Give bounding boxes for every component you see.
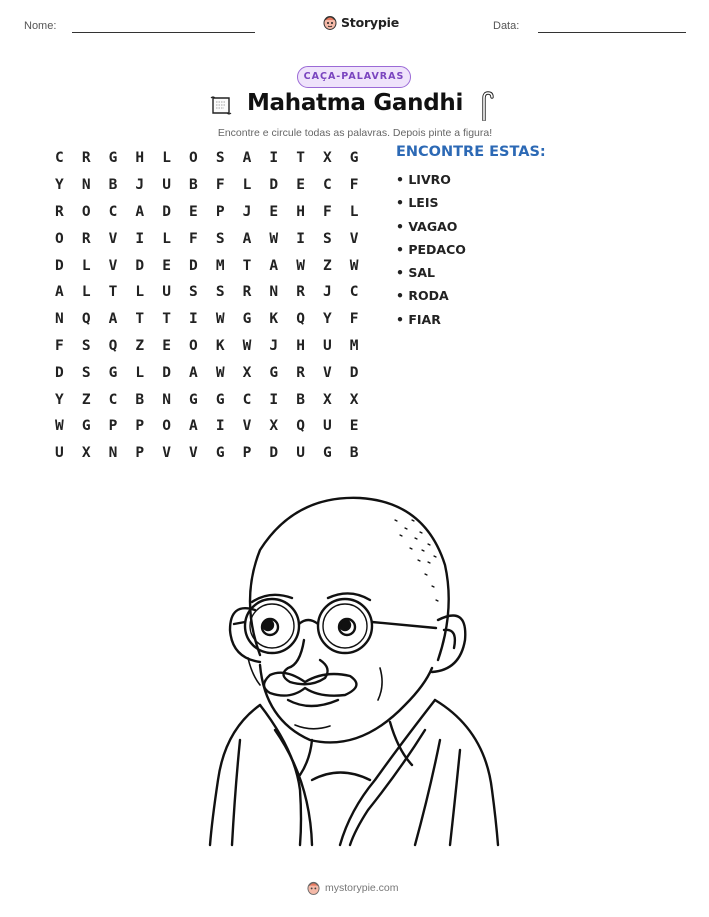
grid-cell[interactable]: B [135,391,145,408]
grid-cell[interactable]: E [189,203,198,220]
storypie-mascot-icon [323,14,337,30]
grid-cell[interactable]: W [242,337,252,354]
grid-cell[interactable]: C [108,391,118,408]
grid-cell[interactable]: D [162,203,171,220]
footer-url[interactable]: mystorypie.com [325,881,399,894]
grid-cell[interactable]: N [81,177,91,194]
grid-cell[interactable]: C [349,284,359,301]
grid-row [46,386,368,413]
grid-cell[interactable]: D [269,445,279,462]
grid-cell[interactable]: B [296,391,305,408]
grid-cell[interactable]: K [215,337,225,354]
grid-row [46,333,368,360]
grid-cell[interactable]: S [215,230,225,247]
grid-cell[interactable]: D [162,364,171,381]
grid-cell[interactable]: Q [296,311,305,328]
word-list-item: • RODA [396,288,449,304]
grid-cell[interactable]: D [269,177,279,194]
grid-cell[interactable]: A [55,284,64,301]
grid-cell[interactable]: X [323,391,332,408]
grid-cell[interactable]: L [81,284,91,301]
grid-cell[interactable]: S [215,150,225,167]
page-title: Mahatma Gandhi [246,90,464,116]
grid-cell[interactable]: S [81,337,91,354]
instructions-text: Encontre e circule todas as palavras. Depois pinte a figura! [217,127,493,139]
grid-row [46,440,368,467]
grid-cell[interactable]: N [108,445,118,462]
grid-cell[interactable]: D [135,257,145,274]
footer [307,880,399,895]
grid-cell[interactable]: G [323,445,332,462]
grid-cell[interactable]: Q [296,418,305,435]
word-list-item: • PEDACO [396,241,466,257]
grid-cell[interactable]: E [162,257,171,274]
grid-cell[interactable]: I [269,391,279,408]
grid-cell[interactable]: L [349,203,359,220]
grid-cell[interactable]: X [323,150,332,167]
grid-cell[interactable]: A [135,203,145,220]
grid-cell[interactable]: Y [323,311,332,328]
grid-cell[interactable]: V [162,445,171,462]
grid-row [46,359,368,386]
grid-row [46,145,368,172]
grid-cell[interactable]: Z [323,257,332,274]
grid-cell[interactable]: K [269,311,279,328]
grid-cell[interactable]: A [108,311,118,328]
grid-cell[interactable]: P [135,445,145,462]
grid-cell[interactable]: C [323,177,332,194]
grid-cell[interactable]: G [108,364,118,381]
grid-cell[interactable]: W [55,418,64,435]
grid-cell[interactable]: G [215,445,225,462]
activity-badge: CAÇA-PALAVRAS [297,66,411,88]
grid-cell[interactable]: U [162,177,171,194]
grid-cell[interactable]: G [189,391,198,408]
grid-cell[interactable]: U [323,337,332,354]
brand-name: Storypie [341,14,399,30]
grid-cell[interactable]: U [323,418,332,435]
word-list-item: • LIVRO [396,172,451,187]
grid-cell[interactable]: J [135,177,145,194]
grid-cell[interactable]: P [242,445,252,462]
grid-cell[interactable]: P [135,418,145,435]
grid-cell[interactable]: N [162,391,171,408]
grid-cell[interactable]: O [162,418,171,435]
grid-row [46,252,368,279]
grid-row [46,172,368,199]
grid-cell[interactable]: A [269,257,279,274]
grid-cell[interactable]: O [81,203,91,220]
grid-cell[interactable]: R [81,150,91,167]
grid-cell[interactable]: D [349,364,359,381]
grid-cell[interactable]: C [242,391,252,408]
grid-cell[interactable]: I [215,418,225,435]
grid-cell[interactable]: G [242,311,252,328]
grid-cell[interactable]: V [349,230,359,247]
grid-cell[interactable]: A [189,364,198,381]
word-list [396,170,466,333]
grid-cell[interactable]: J [323,284,332,301]
grid-row [46,279,368,306]
grid-cell[interactable]: O [189,150,198,167]
grid-cell[interactable]: N [55,311,64,328]
grid-cell[interactable]: G [215,391,225,408]
grid-cell[interactable]: Q [108,337,118,354]
grid-cell[interactable]: S [215,284,225,301]
grid-cell[interactable]: P [108,418,118,435]
grid-cell[interactable]: Z [81,391,91,408]
storypie-mascot-icon [307,880,320,895]
grid-cell[interactable]: W [349,257,359,274]
grid-row [46,225,368,252]
grid-cell[interactable]: X [81,445,91,462]
grid-cell[interactable]: T [296,150,305,167]
date-label: Data: [493,20,520,32]
grid-cell[interactable]: B [189,177,198,194]
grid-cell[interactable]: L [81,257,91,274]
grid-cell[interactable]: H [296,337,305,354]
grid-cell[interactable]: F [55,337,64,354]
grid-cell[interactable]: G [81,418,91,435]
grid-cell[interactable]: Q [81,311,91,328]
grid-cell[interactable]: B [108,177,118,194]
grid-cell[interactable]: R [81,230,91,247]
word-list-item: • LEIS [396,195,439,211]
date-field-line[interactable] [538,32,686,33]
grid-cell[interactable]: F [323,203,332,220]
word-list-item: • VAGAO [396,218,458,234]
walking-cane-icon [478,91,494,121]
grid-cell[interactable]: T [162,311,171,328]
grid-cell[interactable]: E [162,337,171,354]
grid-cell[interactable]: I [189,311,198,328]
grid-cell[interactable]: A [189,418,198,435]
grid-cell[interactable]: T [108,284,118,301]
grid-cell[interactable]: P [215,203,225,220]
grid-cell[interactable]: L [242,177,252,194]
grid-cell[interactable]: J [269,337,279,354]
name-field-line[interactable] [72,32,255,33]
grid-cell[interactable]: S [189,284,198,301]
grid-cell[interactable]: R [55,203,64,220]
grid-cell[interactable]: Y [55,177,64,194]
grid-cell[interactable]: B [349,445,359,462]
grid-cell[interactable]: F [349,177,359,194]
grid-cell[interactable]: E [269,203,279,220]
grid-cell[interactable]: W [215,311,225,328]
grid-cell[interactable]: R [296,284,305,301]
grid-cell[interactable]: W [296,257,305,274]
grid-cell[interactable]: A [242,230,252,247]
grid-cell[interactable]: V [189,445,198,462]
grid-cell[interactable]: V [242,418,252,435]
grid-cell[interactable]: Y [55,391,64,408]
grid-cell[interactable]: T [135,311,145,328]
grid-cell[interactable]: L [135,284,145,301]
grid-row [46,306,368,333]
grid-cell[interactable]: V [108,257,118,274]
grid-row [46,413,368,440]
word-list-heading: ENCONTRE ESTAS: [396,144,546,160]
grid-cell[interactable]: Z [135,337,145,354]
grid-cell[interactable]: S [81,364,91,381]
gandhi-portrait-illustration [200,490,510,850]
brand-logo [323,14,399,30]
grid-cell[interactable]: V [323,364,332,381]
word-list-item: • SAL [396,265,435,281]
grid-cell[interactable]: F [189,230,198,247]
grid-cell[interactable]: I [296,230,305,247]
grid-cell[interactable]: F [349,311,359,328]
grid-cell[interactable]: I [135,230,145,247]
grid-cell[interactable]: G [108,150,118,167]
grid-cell[interactable]: J [242,203,252,220]
grid-cell[interactable]: G [349,150,359,167]
grid-cell[interactable]: D [55,364,64,381]
word-search-grid[interactable] [46,145,368,467]
grid-cell[interactable]: X [269,418,279,435]
grid-cell[interactable]: M [215,257,225,274]
grid-cell[interactable]: E [349,418,359,435]
grid-cell[interactable]: M [349,337,359,354]
grid-row [46,199,368,226]
grid-cell[interactable]: H [135,150,145,167]
grid-cell[interactable]: R [242,284,252,301]
grid-cell[interactable]: L [162,150,171,167]
grid-cell[interactable]: U [296,445,305,462]
grid-cell[interactable]: V [108,230,118,247]
grid-cell[interactable]: A [242,150,252,167]
grid-cell[interactable]: T [242,257,252,274]
grid-cell[interactable]: W [215,364,225,381]
grid-cell[interactable]: X [242,364,252,381]
word-list-item: • FIAR [396,311,441,327]
grid-cell[interactable]: C [55,150,64,167]
grid-cell[interactable]: I [269,150,279,167]
grid-cell[interactable]: S [323,230,332,247]
grid-cell[interactable]: H [296,203,305,220]
grid-cell[interactable]: G [269,364,279,381]
grid-cell[interactable]: O [189,337,198,354]
grid-cell[interactable]: U [55,445,64,462]
grid-cell[interactable]: D [189,257,198,274]
grid-cell[interactable]: U [162,284,171,301]
grid-cell[interactable]: L [162,230,171,247]
grid-cell[interactable]: L [135,364,145,381]
grid-cell[interactable]: O [55,230,64,247]
name-label: Nome: [24,20,57,32]
grid-cell[interactable]: E [296,177,305,194]
grid-cell[interactable]: X [349,391,359,408]
grid-cell[interactable]: C [108,203,118,220]
grid-cell[interactable]: F [215,177,225,194]
grid-cell[interactable]: W [269,230,279,247]
grid-cell[interactable]: D [55,257,64,274]
grid-cell[interactable]: N [269,284,279,301]
scroll-icon [209,95,233,117]
grid-cell[interactable]: R [296,364,305,381]
